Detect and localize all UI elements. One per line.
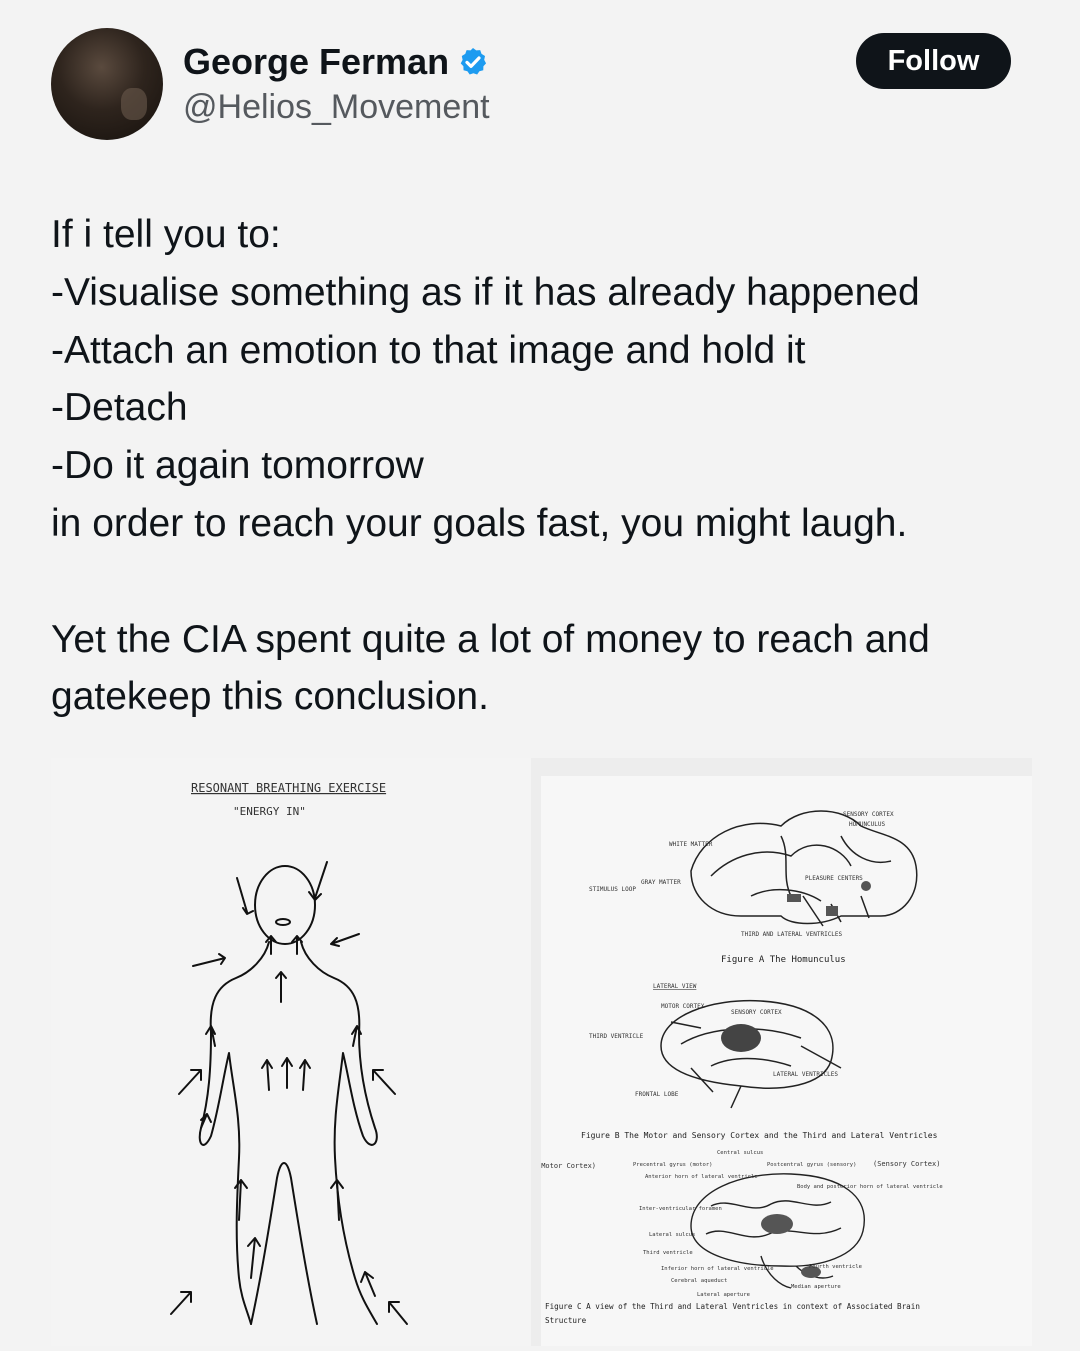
fig-c-label: Inter-ventricular foramen xyxy=(639,1206,722,1212)
fig-a-label: SENSORY CORTEX xyxy=(843,811,894,818)
fig-a-label: THIRD AND LATERAL VENTRICLES xyxy=(741,931,843,938)
author-name[interactable]: George Ferman xyxy=(183,41,450,82)
tweet-line: gatekeep this conclusion. xyxy=(51,675,489,719)
fig-b-label: THIRD VENTRICLE xyxy=(589,1033,644,1040)
fig-c-label: Postcentral gyrus (sensory) xyxy=(767,1162,857,1168)
fig-c-caption: Figure C A view of the Third and Lateral Ventricles in context of Associated Brain xyxy=(545,1302,920,1311)
avatar[interactable] xyxy=(51,28,163,140)
fig-c-label: Precentral gyrus (motor) xyxy=(633,1162,713,1168)
breathing-exercise-image[interactable] xyxy=(51,758,531,1346)
tweet-line: If i tell you to: xyxy=(51,213,281,256)
tweet-line: -Visualise something as if it has already happened xyxy=(51,270,920,314)
tweet-line-spacer xyxy=(51,553,1051,611)
verified-badge-icon xyxy=(457,46,489,78)
tweet-line: in order to reach your goals fast, you might laugh. xyxy=(51,501,908,545)
fig-a-label: PLEASURE CENTERS xyxy=(805,875,863,882)
fig-a-label: WHITE MATTER xyxy=(669,841,713,848)
author-handle[interactable]: @Helios_Movement xyxy=(183,88,490,126)
fig-c-label: Body and posterior horn of lateral ventricle xyxy=(797,1184,943,1190)
fig-c-label: (Motor Cortex) xyxy=(541,1162,597,1170)
fig-c-label: Anterior horn of lateral ventricle xyxy=(645,1174,758,1180)
breathing-title: RESONANT BREATHING EXERCISE xyxy=(191,781,387,795)
fig-b-label: FRONTAL LOBE xyxy=(635,1091,679,1098)
fig-c-label: Lateral sulcus xyxy=(649,1232,696,1238)
fig-c-label: (Sensory Cortex) xyxy=(873,1160,941,1168)
fig-a-label: GRAY MATTER xyxy=(641,879,681,886)
tweet-line: -Attach an emotion to that image and hold it xyxy=(51,328,806,372)
fig-b-label: LATERAL VENTRICLES xyxy=(773,1071,839,1078)
follow-button[interactable]: Follow xyxy=(856,33,1011,89)
brain-figures-drawing xyxy=(541,776,1032,1346)
author-name-row xyxy=(183,40,489,84)
fig-b-label: SENSORY CORTEX xyxy=(731,1009,782,1016)
fig-c-label: Central sulcus xyxy=(717,1150,764,1156)
fig-b-label: LATERAL VIEW xyxy=(653,983,697,990)
tweet-line: -Do it again tomorrow xyxy=(51,444,424,488)
breathing-subtitle: "ENERGY IN" xyxy=(233,805,306,818)
avatar-detail xyxy=(121,88,147,120)
brain-figures-image[interactable] xyxy=(541,776,1032,1346)
tweet-line: Yet the CIA spent quite a lot of money to reach and xyxy=(51,617,930,661)
fig-c-label: Fourth ventricle xyxy=(809,1264,862,1270)
fig-c-label: Cerebral aqueduct xyxy=(671,1278,728,1284)
fig-a-label: HOMUNCULUS xyxy=(849,821,886,828)
fig-b-caption: Figure B The Motor and Sensory Cortex and the Third and Lateral Ventricles xyxy=(581,1131,938,1140)
fig-a-caption: Figure A The Homunculus xyxy=(721,955,846,965)
fig-c-label: Lateral aperture xyxy=(697,1292,750,1298)
tweet-line: -Detach xyxy=(51,386,188,430)
tweet-media[interactable] xyxy=(51,758,1032,1346)
tweet-text xyxy=(51,206,1051,726)
fig-c-label: Third ventricle xyxy=(643,1250,693,1256)
fig-a-label: STIMULUS LOOP xyxy=(589,886,636,893)
fig-c-label: Median aperture xyxy=(791,1284,841,1290)
fig-c-label: Inferior horn of lateral ventricle xyxy=(661,1266,774,1272)
fig-b-label: MOTOR CORTEX xyxy=(661,1003,705,1010)
breathing-figure-drawing xyxy=(51,758,531,1346)
fig-c-caption-cont: Structure xyxy=(545,1316,587,1325)
